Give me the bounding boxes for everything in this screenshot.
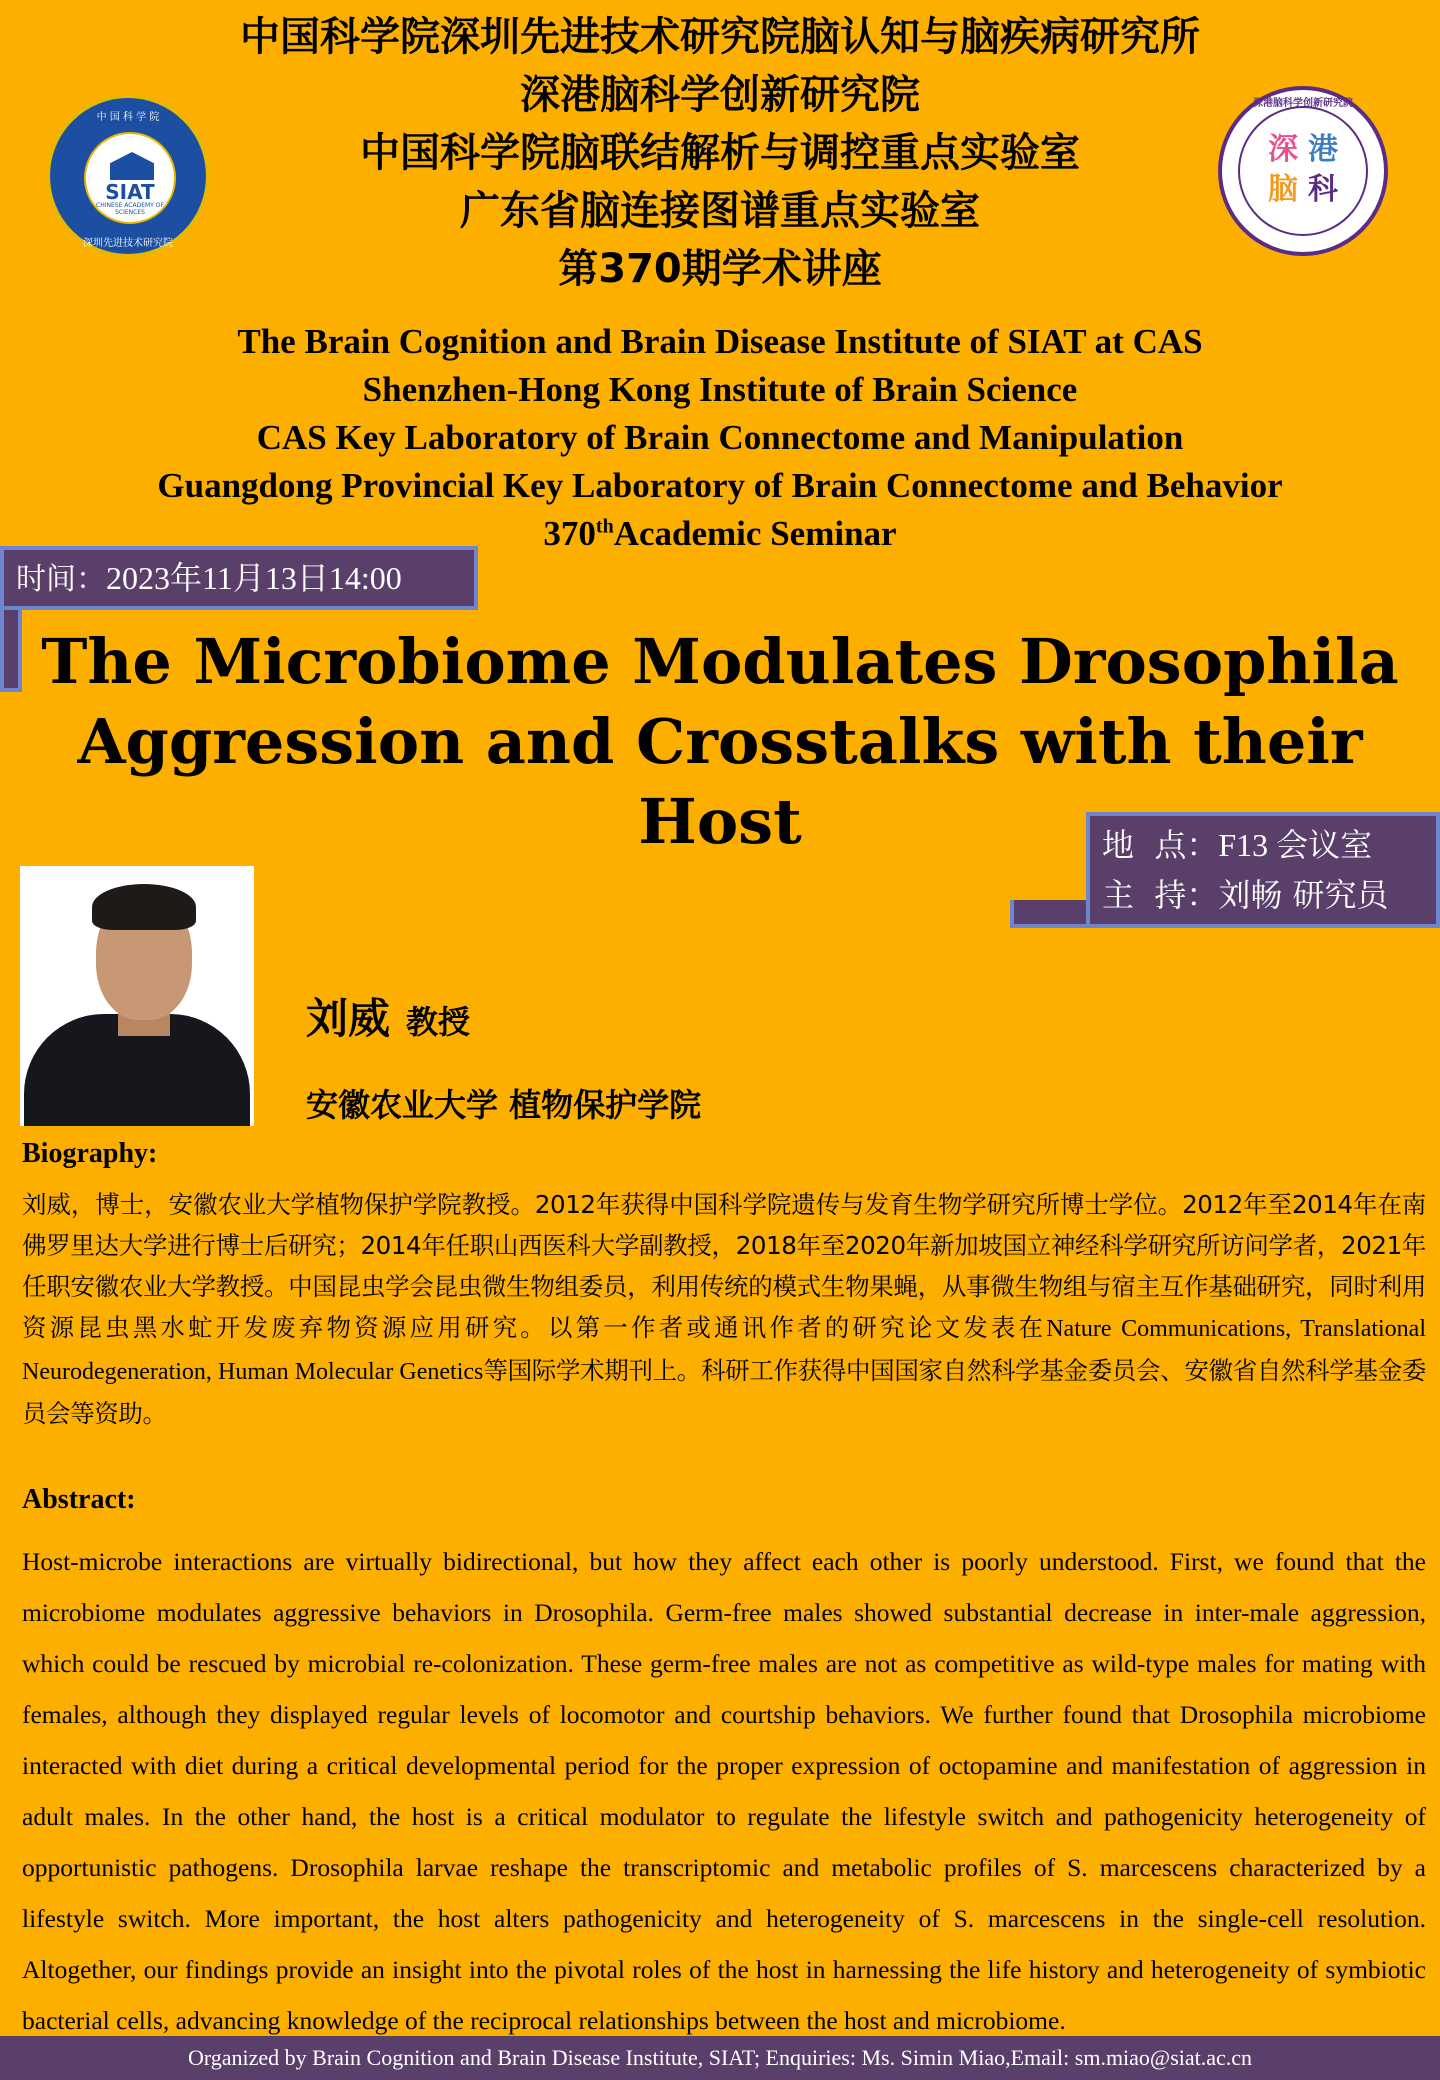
talk-title-line-2: Aggression and Crosstalks with their — [77, 705, 1363, 778]
biography-text — [22, 1184, 1426, 1434]
header-cn-line-2: 深港脑科学创新研究院 — [520, 72, 920, 118]
location-row — [1102, 820, 1436, 870]
siat-logo-ring-bottom: 深圳先进技术研究院 — [83, 238, 173, 249]
siat-logo — [46, 94, 210, 258]
header-en-line-2: Shenzhen-Hong Kong Institute of Brain Science — [362, 370, 1078, 409]
seminar-suffix: th — [595, 515, 614, 538]
time-box-tail — [0, 606, 22, 692]
location-value: F13 会议室 — [1218, 827, 1373, 863]
biography-part-1: 刘威，博士，安徽农业大学植物保护学院教授。2012年获得中国科学院遗传与发育生物学研究所博士学位。2012年至2014年在南佛罗里达大学进行博士后研究；2014年任职山西医科大学副教授，2018年至2020年新加坡国立神经科学研究所访问学者，2021年任职安徽农业大学教授。中国昆虫学会昆虫微生物组委员，利用传统的模式生物果蝇，从事微生物组与宿主互作基础研究，同时利用资源昆虫黑水虻开发废弃物资源应用研究。以第一作者或通讯作者的研究论文发表在 — [22, 1190, 1426, 1342]
speaker-affiliation: 安徽农业大学 植物保护学院 — [306, 1086, 702, 1124]
biography-heading: Biography: — [22, 1138, 158, 1169]
siat-logo-emblem — [84, 132, 176, 224]
header-cn-line-1: 中国科学院深圳先进技术研究院脑认知与脑疾病研究所 — [240, 14, 1200, 60]
shk-glyph-2: 港 — [1308, 132, 1338, 167]
place-box-edge — [1010, 900, 1090, 928]
shk-glyph-3: 脑 — [1268, 172, 1298, 207]
time-label: 时间： — [16, 562, 106, 597]
talk-title-line-3: Host — [638, 785, 802, 858]
english-header — [0, 318, 1440, 558]
header-en-line-1: The Brain Cognition and Brain Disease Institute of SIAT at CAS — [237, 322, 1203, 361]
abstract-text: Host-microbe interactions are virtually bidirectional, but how they affect each other is poorly understood. First, we found that the microbiome modulates aggressive behaviors in Drosophila. Germ-free males showed substantial decrease in inter-male aggression, which could be rescued by microbial re-colonization. These germ-free males are not as competitive as wild-type males for mating with females, although they displayed regular levels of locomotor and courtship behaviors. We further found that Drosophila microbiome interacted with diet during a critical developmental period for the proper expression of octopamine and manifestation of aggression in adult males. In the other hand, the host is a critical modulator to regulate the lifestyle switch and pathogenicity heterogeneity of opportunistic pathogens. Drosophila larvae reshape the transcriptomic and metabolic profiles of S. marcescens characterized by a lifestyle switch. More important, the host alters pathogenicity and heterogeneity of S. marcescens in the single-cell resolution. Altogether, our findings provide an insight into the pivotal roles of the host in harnessing the life history and heterogeneity of symbiotic bacterial cells, advancing knowledge of the reciprocal relationships between the host and microbiome. — [22, 1547, 1426, 2035]
biography-journals: Nature Communications, Translational Neurodegeneration, Human Molecular Genetics — [22, 1316, 1426, 1385]
shk-glyph-4: 科 — [1308, 172, 1338, 207]
shk-logo-ring-text: 深港脑科学创新研究院 — [1253, 98, 1353, 109]
talk-title-line-1: The Microbiome Modulates Drosophila — [41, 625, 1399, 698]
venue-box — [1086, 812, 1440, 928]
location-label: 地 点： — [1102, 826, 1219, 864]
speaker-name-line — [306, 986, 470, 1046]
header-cn-line-5: 第370期学术讲座 — [558, 246, 882, 292]
siat-logo-ring-top: 中 国 科 学 院 — [96, 112, 160, 123]
shk-glyph-1: 深 — [1268, 132, 1298, 167]
siat-logo-mark: SIAT — [105, 180, 155, 204]
footer-bar — [0, 2036, 1440, 2080]
brain-glyph-icon — [1262, 130, 1344, 212]
header-en-line-4: Guangdong Provincial Key Laboratory of Brain Connectome and Behavior — [157, 466, 1283, 505]
seminar-text: Academic Seminar — [613, 514, 897, 553]
biography-part-2: 等国际学术期刊上。科研工作获得中国国家自然科学基金委员会、安徽省自然科学基金委员会等资助。 — [22, 1356, 1426, 1428]
time-value: 2023年11月13日14:00 — [106, 560, 402, 596]
time-box — [0, 546, 478, 610]
header-en-line-3: CAS Key Laboratory of Brain Connectome and Manipulation — [256, 418, 1184, 457]
footer-text: Organized by Brain Cognition and Brain Disease Institute, SIAT; Enquiries: Ms. Simin Miao,Email: sm.miao@siat.ac.cn — [187, 2045, 1253, 2070]
host-row — [1102, 870, 1436, 920]
building-icon — [110, 152, 154, 180]
speaker-name: 刘威 — [306, 994, 391, 1043]
abstract-heading: Abstract: — [22, 1484, 136, 1515]
host-label: 主 持： — [1102, 876, 1219, 914]
header-cn-line-4: 广东省脑连接图谱重点实验室 — [460, 188, 980, 234]
photo-hair — [92, 884, 196, 930]
shk-institute-logo — [1218, 86, 1388, 256]
speaker-photo — [20, 866, 254, 1126]
host-value: 刘畅 研究员 — [1218, 876, 1389, 914]
header-cn-line-3: 中国科学院脑联结解析与调控重点实验室 — [360, 130, 1080, 176]
speaker-title: 教授 — [406, 1003, 471, 1041]
seminar-number: 370 — [543, 514, 596, 553]
siat-logo-sub: CHINESE ACADEMY OF SCIENCES — [96, 202, 164, 216]
